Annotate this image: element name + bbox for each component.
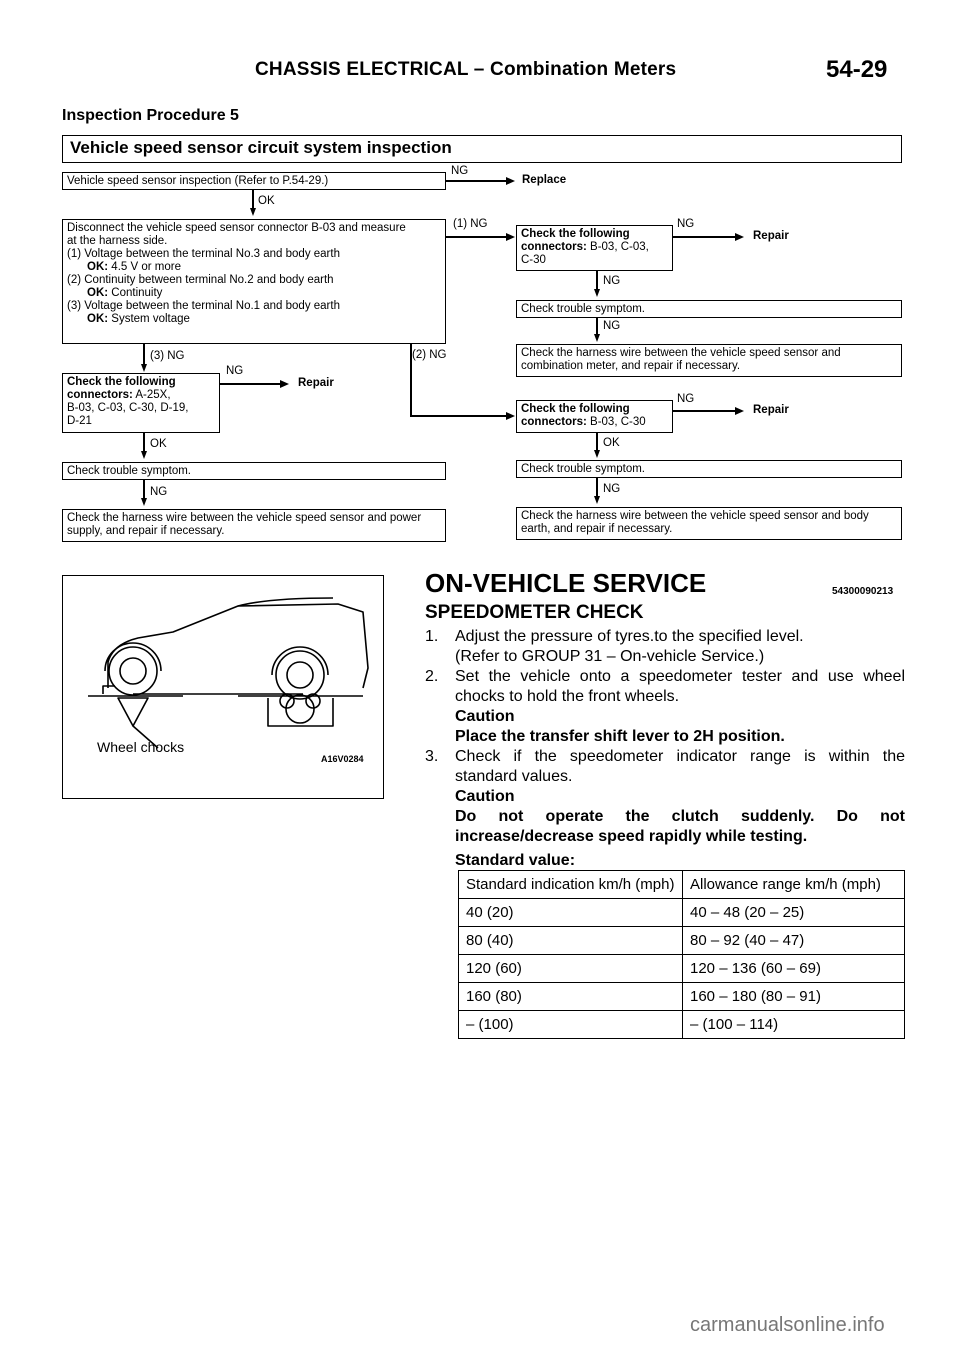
ok-label-step1: OK (258, 195, 275, 207)
page-header-title: CHASSIS ELECTRICAL – Combination Meters (255, 59, 677, 80)
disconnect-measure-step (62, 219, 446, 344)
check-connectors-b03-c03-c30 (516, 225, 673, 271)
disconnect-line4-ok: OK: Continuity (87, 287, 163, 299)
table-cell: 120 (60) (459, 955, 683, 983)
watermark: carmanualsonline.info (690, 1314, 885, 1336)
connectors-line-a2: B-03, C-03, C-30, D-19, (67, 402, 189, 414)
replace-label: Replace (522, 174, 567, 186)
caution-text-2a: Do not operate the clutch suddenly. Do not (455, 808, 905, 825)
table-cell: 40 (20) (459, 899, 683, 927)
table-cell: 80 (40) (459, 927, 683, 955)
table-row (459, 955, 905, 983)
table-row (459, 1011, 905, 1039)
repair-label-1: Repair (753, 230, 789, 242)
table-cell: – (100) (459, 1011, 683, 1039)
ok-label-conn-c: OK (603, 437, 620, 449)
ng-label-conn-b: NG (677, 218, 695, 230)
check-trouble-text-3: Check trouble symptom. (521, 463, 645, 475)
table-cell: 40 – 48 (20 – 25) (683, 899, 905, 927)
connectors-line: connectors: B-03, C-03, (521, 241, 649, 253)
page-number: 54-29 (826, 56, 888, 83)
procedure-steps (425, 627, 905, 871)
harness-earth-text: Check the harness wire between the vehicle speed sensor and body earth, and repair if necessary. (521, 510, 869, 535)
disconnect-line3-ok: OK: 4.5 V or more (87, 261, 181, 273)
check-trouble-text-2: Check trouble symptom. (67, 465, 191, 477)
ng-label-trouble-2: NG (150, 486, 168, 498)
ng-label-step1: NG (451, 165, 469, 177)
ng-label-trouble-3: NG (603, 483, 621, 495)
disconnect-line2: at the harness side. (67, 235, 168, 247)
table-header: Standard indication km/h (mph) (459, 871, 683, 899)
repair-label-2: Repair (298, 377, 334, 389)
check-following-label-c: Check the following (521, 403, 630, 415)
connectors-line-a: connectors: A-25X, (67, 389, 171, 401)
procedure-title: Inspection Procedure 5 (62, 107, 239, 124)
ok-label-conn-a: OK (150, 438, 167, 450)
check-trouble-symptom-3 (516, 460, 902, 478)
disconnect-line3: (1) Voltage between the terminal No.3 and body earth (67, 248, 340, 260)
step-2: 2. Set the vehicle onto a speedometer tester and use wheel chocks to hold the front wheels. Caution Place the transfer shift lever to 2H position. (425, 668, 905, 745)
table-row (459, 927, 905, 955)
check-trouble-symptom-1 (516, 300, 902, 318)
ng-label-conn-b-down: NG (603, 275, 621, 287)
subsection-title: SPEEDOMETER CHECK (425, 602, 644, 623)
table-row (459, 983, 905, 1011)
table-cell: 80 – 92 (40 – 47) (683, 927, 905, 955)
section-title: ON-VEHICLE SERVICE (425, 568, 707, 598)
table-cell: 160 (80) (459, 983, 683, 1011)
connectors-line-c: connectors: B-03, C-30 (521, 416, 646, 428)
connectors-line2: C-30 (521, 254, 546, 266)
caution-text-1: Place the transfer shift lever to 2H position. (455, 728, 785, 745)
step-1: 1. Adjust the pressure of tyres.to the specified level. (Refer to GROUP 31 – On-vehicle Service.) (425, 628, 804, 665)
check-connectors-b03-c30 (516, 400, 673, 433)
flow-title: Vehicle speed sensor circuit system inspection (62, 135, 902, 163)
ng-label-conn-c: NG (677, 393, 695, 405)
table-header-row (459, 871, 905, 899)
check-trouble-symptom-2 (62, 462, 446, 480)
disconnect-line1: Disconnect the vehicle speed sensor connector B-03 and measure (67, 222, 406, 234)
check-trouble-text-1: Check trouble symptom. (521, 303, 645, 315)
check-harness-meter (516, 344, 902, 377)
repair-label-3: Repair (753, 404, 789, 416)
ng-label-conn-a: NG (226, 365, 244, 377)
harness-power-text: Check the harness wire between the vehicle speed sensor and power supply, and repair if necessary. (67, 512, 422, 537)
check-following-label: Check the following (521, 228, 630, 240)
branch2-ng-label: (2) NG (412, 349, 447, 361)
standard-value-label: Standard value: (455, 852, 576, 869)
branch1-ng-label: (1) NG (453, 218, 488, 230)
step-speed-sensor-inspection (62, 172, 446, 190)
disconnect-line4: (2) Continuity between terminal No.2 and body earth (67, 274, 334, 286)
branch3-ng-label: (3) NG (150, 350, 185, 362)
caution-text-2b: increase/decrease speed rapidly while testing. (455, 828, 808, 845)
disconnect-line5-ok: OK: System voltage (87, 313, 190, 325)
connectors-line-a3: D-21 (67, 415, 92, 427)
figure-code: A16V0284 (321, 754, 364, 764)
check-harness-earth (516, 507, 902, 540)
check-connectors-a25x (62, 373, 220, 433)
table-cell: 160 – 180 (80 – 91) (683, 983, 905, 1011)
step-3: 3. Check if the speedometer indicator range is within the standard values. Caution Do not operate the clutch suddenly. Do not increase/decrease speed rapidly while testing. Standard value: (425, 748, 905, 869)
figure-label: Wheel chocks (97, 739, 185, 755)
standard-value-table (458, 870, 905, 1039)
check-harness-power (62, 509, 446, 542)
table-row (459, 899, 905, 927)
table-cell: 120 – 136 (60 – 69) (683, 955, 905, 983)
check-following-label-a: Check the following (67, 376, 176, 388)
disconnect-line5: (3) Voltage between the terminal No.1 and body earth (67, 300, 340, 312)
ng-label-trouble-1: NG (603, 320, 621, 332)
caution-label-2: Caution (455, 788, 515, 805)
wheel-chocks-figure (62, 575, 384, 799)
table-cell: – (100 – 114) (683, 1011, 905, 1039)
table-header: Allowance range km/h (mph) (683, 871, 905, 899)
step1-text: Vehicle speed sensor inspection (Refer to P.54-29.) (67, 175, 329, 187)
harness-meter-text: Check the harness wire between the vehicle speed sensor and combination meter, and repair if necessary. (521, 347, 841, 372)
section-code: 54300090213 (832, 586, 894, 597)
caution-label-1: Caution (455, 708, 515, 725)
